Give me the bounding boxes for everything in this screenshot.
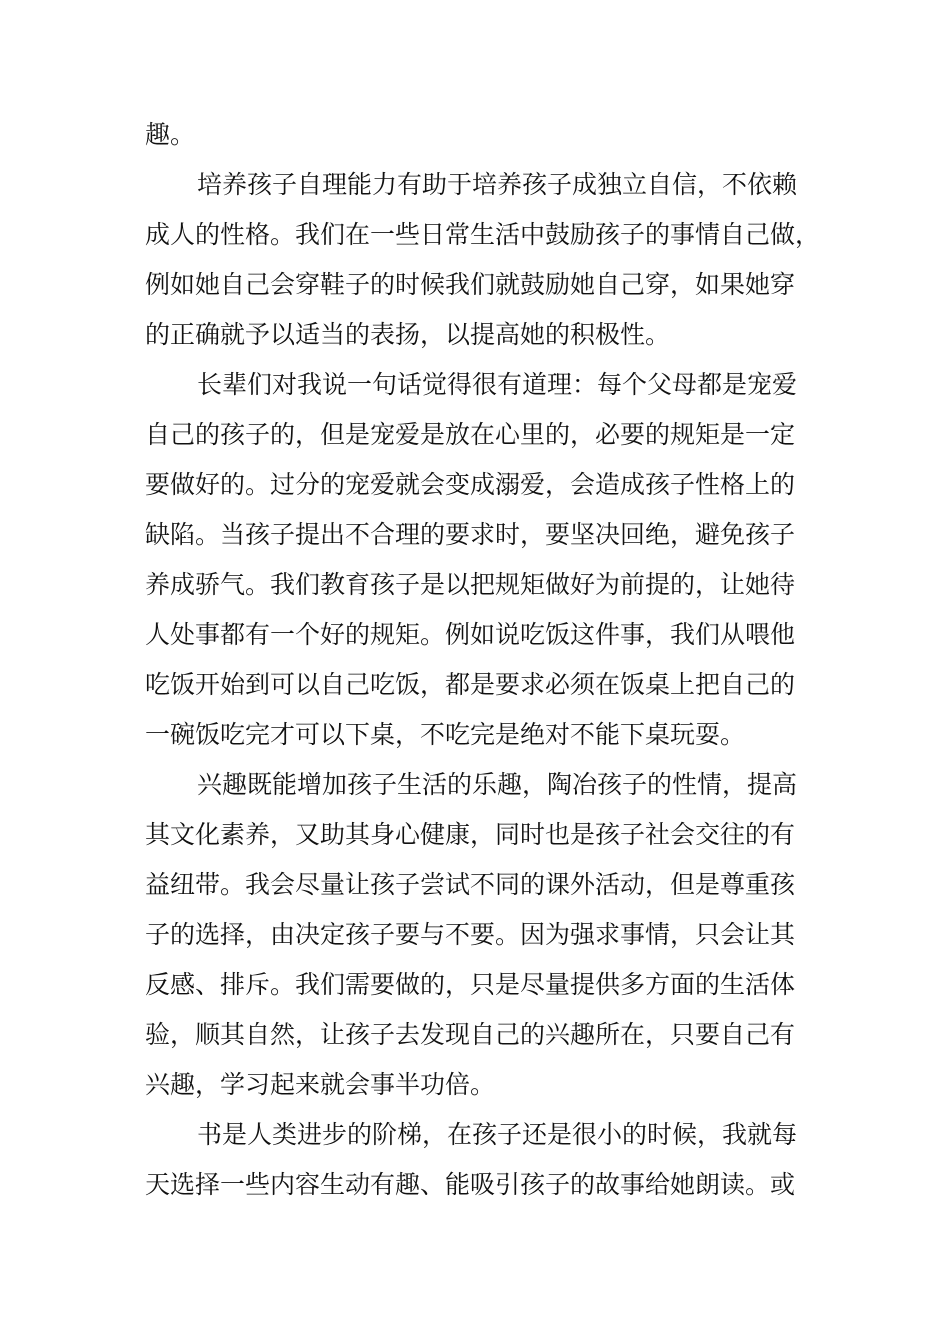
text-line: 兴趣，学习起来就会事半功倍。	[145, 1070, 496, 1099]
text-line: 缺陷。当孩子提出不合理的要求时，要坚决回绝，避免孩子	[145, 520, 796, 549]
text-line: 其文化素养，又助其身心健康，同时也是孩子社会交往的有	[145, 820, 796, 849]
text-line: 子的选择，由决定孩子要与不要。因为强求事情，只会让其	[145, 920, 796, 949]
text-line: 一碗饭吃完才可以下桌，不吃完是绝对不能下桌玩耍。	[145, 720, 746, 749]
text-line: 验，顺其自然，让孩子去发现自己的兴趣所在，只要自己有	[145, 1020, 796, 1049]
text-line: 书是人类进步的阶梯，在孩子还是很小的时候，我就每	[197, 1120, 798, 1149]
text-line: 养成骄气。我们教育孩子是以把规矩做好为前提的，让她待	[145, 570, 796, 599]
text-line: 长辈们对我说一句话觉得很有道理：每个父母都是宠爱	[197, 370, 798, 399]
text-line: 成人的性格。我们在一些日常生活中鼓励孩子的事情自己做，	[145, 220, 821, 249]
text-line: 益纽带。我会尽量让孩子尝试不同的课外活动，但是尊重孩	[145, 870, 796, 899]
text-line: 兴趣既能增加孩子生活的乐趣，陶冶孩子的性情，提高	[197, 770, 798, 799]
text-line: 自己的孩子的，但是宠爱是放在心里的，必要的规矩是一定	[145, 420, 796, 449]
text-line: 吃饭开始到可以自己吃饭，都是要求必须在饭桌上把自己的	[145, 670, 796, 699]
text-line: 反感、排斥。我们需要做的，只是尽量提供多方面的生活体	[145, 970, 796, 999]
text-line: 例如她自己会穿鞋子的时候我们就鼓励她自己穿，如果她穿	[145, 270, 796, 299]
text-line: 培养孩子自理能力有助于培养孩子成独立自信，不依赖	[197, 170, 798, 199]
document-body	[145, 110, 821, 1210]
text-line: 天选择一些内容生动有趣、能吸引孩子的故事给她朗读。或	[145, 1170, 796, 1199]
text-line: 的正确就予以适当的表扬，以提高她的积极性。	[145, 320, 671, 349]
text-line: 人处事都有一个好的规矩。例如说吃饭这件事，我们从喂他	[145, 620, 796, 649]
text-line: 要做好的。过分的宠爱就会变成溺爱，会造成孩子性格上的	[145, 470, 796, 499]
text-line: 趣。	[145, 120, 196, 149]
